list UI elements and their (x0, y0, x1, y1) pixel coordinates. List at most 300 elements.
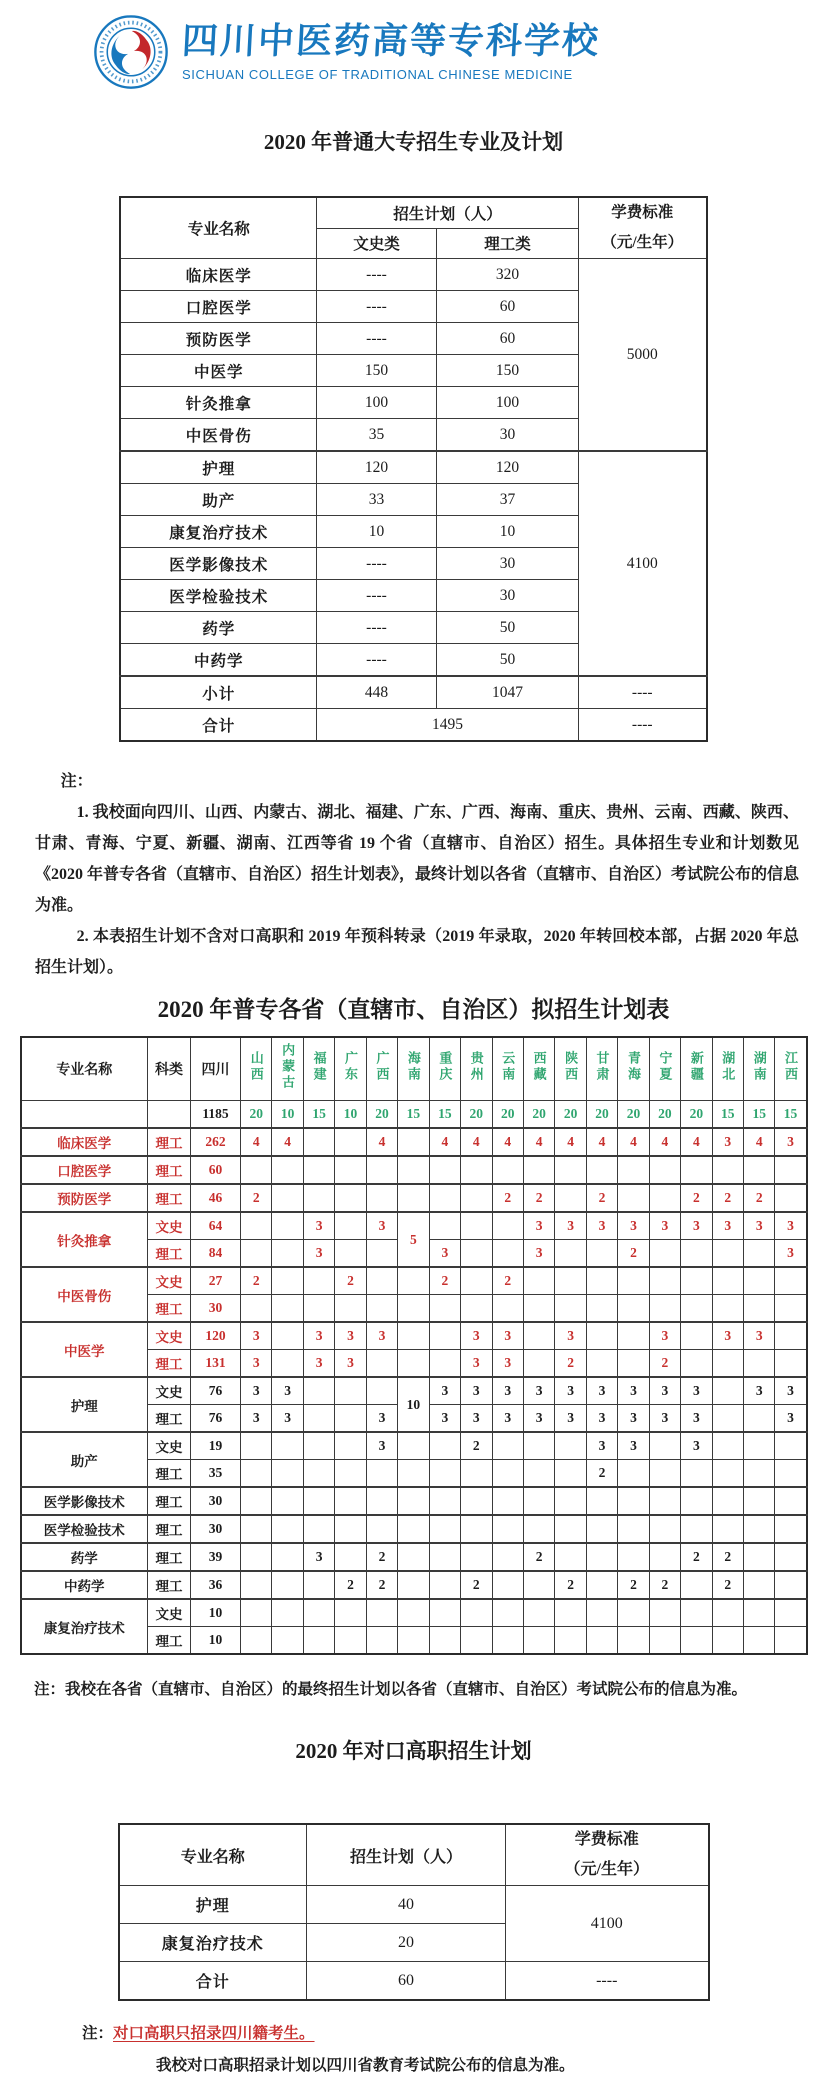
plan-cell (461, 1460, 492, 1488)
total-combined: 1495 (316, 709, 578, 742)
province-header-row (21, 1037, 807, 1101)
province-total-cell: 15 (744, 1101, 775, 1129)
wenshi-cell: ---- (316, 612, 436, 644)
plan-cell: 2 (241, 1267, 272, 1295)
plan-cell: 2 (712, 1184, 743, 1212)
plan-cell: 4 (241, 1128, 272, 1156)
plan-cell (523, 1322, 554, 1350)
plan-cell (555, 1627, 586, 1655)
kelei-cell: 理工 (148, 1350, 191, 1378)
plan-cell (523, 1432, 554, 1460)
plan-cell (649, 1487, 680, 1515)
ligong-cell: 37 (436, 484, 578, 516)
plan-cell: 2 (586, 1184, 617, 1212)
plan-cell (335, 1460, 366, 1488)
plan-cell (366, 1240, 397, 1268)
province-total-cell: 20 (681, 1101, 712, 1129)
plan-cell (775, 1322, 807, 1350)
plan-cell (712, 1377, 743, 1405)
plan-cell (461, 1627, 492, 1655)
plan-cell: 4 (272, 1128, 303, 1156)
plan-cell: 2 (555, 1571, 586, 1599)
sichuan-cell: 76 (191, 1405, 241, 1433)
plan-cell (555, 1240, 586, 1268)
tuition-header: 学费标准 （元/生年） (506, 1824, 709, 1886)
province-header: 贵州 (461, 1037, 492, 1101)
major-cell: 康复治疗技术 (21, 1599, 148, 1654)
plan-cell (586, 1599, 617, 1627)
plan-cell (272, 1156, 303, 1184)
ligong-cell: 30 (436, 419, 578, 452)
plan-cell (303, 1571, 334, 1599)
plan-cell: 4 (586, 1128, 617, 1156)
plan-cell (744, 1432, 775, 1460)
plan-cell (335, 1599, 366, 1627)
plan-cell (712, 1515, 743, 1543)
plan-cell (398, 1432, 429, 1460)
ligong-header: 理工类 (436, 228, 578, 259)
plan-cell: 3 (366, 1212, 397, 1240)
plan-cell (681, 1627, 712, 1655)
wenshi-cell: ---- (316, 580, 436, 612)
plan-cell (461, 1295, 492, 1323)
plan-cell (744, 1350, 775, 1378)
table-row (119, 1886, 709, 1924)
table-row (21, 1377, 807, 1405)
plan-cell (398, 1295, 429, 1323)
major-cell: 医学影像技术 (120, 548, 316, 580)
major-cell: 药学 (21, 1543, 148, 1571)
wenshi-cell: 33 (316, 484, 436, 516)
vocational-red-note: 对口高职只招录四川籍考生。 (113, 2025, 315, 2042)
plan-cell: 3 (492, 1350, 523, 1378)
plan-cell (523, 1295, 554, 1323)
sichuan-cell: 10 (191, 1599, 241, 1627)
vocational-plan-table (118, 1823, 710, 2001)
note-item-1: 1. 我校面向四川、山西、内蒙古、湖北、福建、广东、广西、海南、重庆、贵州、云南、西藏、陕西、甘肃、青海、宁夏、新疆、湖南、江西等省 19 个省（直辖市、自治区）招生。具体招生专业和计划数见《2020 年普专各省（直辖市、自治区）招生计划表》，最终计划以各省（直辖市、自治区）考试院公布的信息为准。 (35, 804, 800, 914)
header-row (119, 1824, 709, 1886)
plan-cell (681, 1487, 712, 1515)
wenshi-cell: ---- (316, 291, 436, 323)
sichuan-cell: 30 (191, 1295, 241, 1323)
plan-cell: 2 (712, 1543, 743, 1571)
plan-cell (523, 1350, 554, 1378)
plan-cell (335, 1432, 366, 1460)
plan-cell (618, 1460, 649, 1488)
plan-cell: 3 (461, 1322, 492, 1350)
plan-cell (744, 1487, 775, 1515)
ligong-cell: 50 (436, 644, 578, 677)
province-total-cell: 20 (649, 1101, 680, 1129)
plan-cell (649, 1515, 680, 1543)
major-cell: 针灸推拿 (120, 387, 316, 419)
plan-cell (303, 1460, 334, 1488)
plan-cell (335, 1405, 366, 1433)
plan-cell (555, 1515, 586, 1543)
plan-cell: 3 (241, 1322, 272, 1350)
major-cell: 助产 (120, 484, 316, 516)
plan-cell: 2 (241, 1184, 272, 1212)
plan-cell: 3 (492, 1405, 523, 1433)
plan-cell (618, 1627, 649, 1655)
table-row (21, 1543, 807, 1571)
province-header: 宁夏 (649, 1037, 680, 1101)
plan-cell (775, 1295, 807, 1323)
wenshi-cell: ---- (316, 323, 436, 355)
plan-cell (712, 1350, 743, 1378)
plan-cell (303, 1128, 334, 1156)
sichuan-cell: 19 (191, 1432, 241, 1460)
merged-plan-cell: 5 (398, 1212, 429, 1267)
province-plan-table (20, 1036, 808, 1655)
plan-cell: 3 (775, 1212, 807, 1240)
plan-cell (492, 1599, 523, 1627)
major-cell: 护理 (119, 1886, 307, 1924)
plan-cell (366, 1184, 397, 1212)
plan-cell: 3 (681, 1212, 712, 1240)
plan-cell: 4 (618, 1128, 649, 1156)
plan-cell: 3 (649, 1322, 680, 1350)
plan-cell (366, 1460, 397, 1488)
plan-cell (775, 1487, 807, 1515)
province-total-cell: 20 (492, 1101, 523, 1129)
province-total-cell: 15 (712, 1101, 743, 1129)
plan-cell: 2 (335, 1571, 366, 1599)
plan-cell (744, 1156, 775, 1184)
plan-cell: 3 (241, 1405, 272, 1433)
plan-cell (649, 1267, 680, 1295)
plan-cell: 3 (272, 1405, 303, 1433)
table-row (21, 1571, 807, 1599)
sichuan-total-cell: 1185 (191, 1101, 241, 1129)
province-header: 云南 (492, 1037, 523, 1101)
plan-cell: 4 (366, 1128, 397, 1156)
plan-cell: 3 (492, 1322, 523, 1350)
college-name: 四川中医药高等专科学校 (180, 21, 602, 62)
plan-cell: 3 (618, 1377, 649, 1405)
plan-cell (618, 1487, 649, 1515)
plan-cell (555, 1460, 586, 1488)
province-header: 湖北 (712, 1037, 743, 1101)
plan-cell (712, 1295, 743, 1323)
plan-cell: 3 (586, 1212, 617, 1240)
plan-cell: 3 (303, 1350, 334, 1378)
wenshi-cell: ---- (316, 259, 436, 291)
ligong-cell: 30 (436, 580, 578, 612)
plan-cell: 3 (335, 1322, 366, 1350)
plan-cell: 3 (712, 1322, 743, 1350)
plan-cell (429, 1184, 460, 1212)
plan-cell (744, 1543, 775, 1571)
subtotal-wenshi: 448 (316, 676, 436, 709)
plan-cell (649, 1295, 680, 1323)
plan-cell (775, 1543, 807, 1571)
plan-cell (681, 1267, 712, 1295)
general-plan-table (119, 196, 707, 742)
plan-cell (303, 1599, 334, 1627)
kelei-cell: 理工 (148, 1128, 191, 1156)
major-cell: 临床医学 (120, 259, 316, 291)
sichuan-cell: 120 (191, 1322, 241, 1350)
plan-cell (272, 1184, 303, 1212)
sichuan-cell: 30 (191, 1515, 241, 1543)
major-cell: 中药学 (120, 644, 316, 677)
plan-cell (523, 1515, 554, 1543)
plan-cell (272, 1267, 303, 1295)
plan-cell: 2 (618, 1240, 649, 1268)
province-total-cell: 20 (555, 1101, 586, 1129)
plan-cell (618, 1322, 649, 1350)
plan-cell (712, 1487, 743, 1515)
plan-cell (586, 1627, 617, 1655)
plan-cell (241, 1240, 272, 1268)
plan-cell (272, 1240, 303, 1268)
plan-cell (366, 1627, 397, 1655)
wenshi-cell: 150 (316, 355, 436, 387)
college-seal-logo (93, 14, 169, 90)
plan-cell: 2 (492, 1184, 523, 1212)
subtotal-ligong: 1047 (436, 676, 578, 709)
plan-cell: 3 (523, 1240, 554, 1268)
kelei-cell: 文史 (148, 1377, 191, 1405)
plan-cell (775, 1627, 807, 1655)
plan-cell (586, 1295, 617, 1323)
province-header: 山西 (241, 1037, 272, 1101)
plan-cell (461, 1515, 492, 1543)
plan-cell: 3 (429, 1377, 460, 1405)
plan-cell (461, 1599, 492, 1627)
kelei-cell: 理工 (148, 1627, 191, 1655)
plan-cell (618, 1156, 649, 1184)
subtotal-tuition: ---- (579, 676, 707, 709)
province-total-cell: 15 (398, 1101, 429, 1129)
plan-cell: 3 (649, 1405, 680, 1433)
plan-cell (744, 1627, 775, 1655)
plan-cell: 3 (461, 1377, 492, 1405)
plan-cell (712, 1240, 743, 1268)
ligong-cell: 30 (436, 548, 578, 580)
plan-cell: 3 (555, 1405, 586, 1433)
kelei-header: 科类 (148, 1037, 191, 1101)
plan-cell: 2 (681, 1543, 712, 1571)
major-cell: 预防医学 (120, 323, 316, 355)
plan-cell: 3 (681, 1377, 712, 1405)
kelei-cell: 文史 (148, 1432, 191, 1460)
plan-cell (586, 1515, 617, 1543)
major-header: 专业名称 (120, 197, 316, 259)
plan-cell (586, 1267, 617, 1295)
plan-cell (303, 1377, 334, 1405)
plan-cell (272, 1515, 303, 1543)
plan-cell (492, 1627, 523, 1655)
plan-cell: 3 (618, 1212, 649, 1240)
plan-cell: 3 (586, 1405, 617, 1433)
plan-cell: 3 (775, 1240, 807, 1268)
plan-cell: 3 (303, 1322, 334, 1350)
plan-cell (335, 1240, 366, 1268)
ligong-cell: 120 (436, 451, 578, 484)
plan-cell (429, 1156, 460, 1184)
wenshi-cell: ---- (316, 644, 436, 677)
notes-label: 注： (82, 2025, 114, 2042)
plan-cell (744, 1267, 775, 1295)
plan-cell (366, 1267, 397, 1295)
plan-cell (586, 1156, 617, 1184)
table-row (21, 1322, 807, 1350)
province-header: 内蒙古 (272, 1037, 303, 1101)
plan-cell (272, 1571, 303, 1599)
plan-cell (241, 1432, 272, 1460)
kelei-cell: 理工 (148, 1184, 191, 1212)
plan-cell (618, 1295, 649, 1323)
plan-cell (461, 1543, 492, 1571)
plan-cell (429, 1487, 460, 1515)
plan-cell: 3 (461, 1350, 492, 1378)
plan-cell (241, 1515, 272, 1543)
plan-cell (492, 1432, 523, 1460)
ligong-cell: 60 (436, 323, 578, 355)
province-header: 江西 (775, 1037, 807, 1101)
kelei-cell: 文史 (148, 1599, 191, 1627)
plan-cell (775, 1184, 807, 1212)
tuition-cell: 5000 (579, 259, 707, 452)
major-cell: 中医骨伤 (120, 419, 316, 452)
sichuan-cell: 131 (191, 1350, 241, 1378)
plan-cell: 2 (586, 1460, 617, 1488)
province-header: 广西 (366, 1037, 397, 1101)
plan-cell (335, 1212, 366, 1240)
plan-cell: 3 (241, 1350, 272, 1378)
major-header: 专业名称 (119, 1824, 307, 1886)
college-name-block (182, 22, 600, 82)
plan-cell: 3 (618, 1432, 649, 1460)
plan-cell (681, 1515, 712, 1543)
major-cell: 预防医学 (21, 1184, 148, 1212)
plan-cell (398, 1487, 429, 1515)
plan-cell: 3 (555, 1212, 586, 1240)
plan-cell (429, 1432, 460, 1460)
plan-cell (712, 1267, 743, 1295)
province-total-cell: 15 (429, 1101, 460, 1129)
plan-cell: 3 (523, 1212, 554, 1240)
plan-cell: 3 (241, 1377, 272, 1405)
plan-cell (744, 1240, 775, 1268)
plan-cell (303, 1405, 334, 1433)
plan-cell (649, 1156, 680, 1184)
plan-cell: 3 (461, 1405, 492, 1433)
province-header: 青海 (618, 1037, 649, 1101)
province-header: 湖南 (744, 1037, 775, 1101)
plan-cell (681, 1322, 712, 1350)
kelei-cell: 理工 (148, 1515, 191, 1543)
plan-cell (398, 1599, 429, 1627)
plan-cell (398, 1267, 429, 1295)
sichuan-cell: 35 (191, 1460, 241, 1488)
plan-cell: 3 (272, 1377, 303, 1405)
plan-cell (429, 1627, 460, 1655)
province-total-cell: 10 (272, 1101, 303, 1129)
general-plan-title: 2020 年普通大专招生专业及计划 (263, 130, 564, 154)
plan-cell (429, 1460, 460, 1488)
plan-cell: 4 (555, 1128, 586, 1156)
plan-cell (649, 1599, 680, 1627)
plan-cell (586, 1543, 617, 1571)
province-header: 甘肃 (586, 1037, 617, 1101)
plan-cell (366, 1377, 397, 1405)
plan-cell (272, 1432, 303, 1460)
table-row (21, 1599, 807, 1627)
table-row (21, 1156, 807, 1184)
plan-cell (775, 1350, 807, 1378)
province-plan-title: 2020 年普专各省（直辖市、自治区）拟招生计划表 (157, 997, 670, 1022)
plan-cell: 3 (744, 1322, 775, 1350)
ligong-cell: 60 (436, 291, 578, 323)
kelei-cell: 理工 (148, 1295, 191, 1323)
plan-cell (618, 1515, 649, 1543)
ligong-cell: 150 (436, 355, 578, 387)
plan-cell: 3 (303, 1543, 334, 1571)
plan-cell (366, 1295, 397, 1323)
plan-cell (618, 1350, 649, 1378)
plan-cell (335, 1627, 366, 1655)
sichuan-cell: 10 (191, 1627, 241, 1655)
major-cell: 医学检验技术 (120, 580, 316, 612)
plan-cell (398, 1515, 429, 1543)
subtotal-label: 小计 (120, 676, 316, 709)
kelei-cell: 理工 (148, 1487, 191, 1515)
sichuan-cell: 36 (191, 1571, 241, 1599)
plan-cell (555, 1543, 586, 1571)
major-cell: 护理 (21, 1377, 148, 1432)
plan-cell: 3 (618, 1405, 649, 1433)
plan-cell: 3 (744, 1212, 775, 1240)
wenshi-cell: 35 (316, 419, 436, 452)
plan-cell (744, 1405, 775, 1433)
tuition-cell: 4100 (579, 451, 707, 676)
plan-cell (366, 1156, 397, 1184)
plan-cell (461, 1240, 492, 1268)
totals-row (21, 1101, 807, 1129)
province-total-cell: 10 (335, 1101, 366, 1129)
plan-cell (241, 1212, 272, 1240)
plan-cell (492, 1571, 523, 1599)
plan-cell (712, 1460, 743, 1488)
province-header: 陕西 (555, 1037, 586, 1101)
plan-cell (523, 1627, 554, 1655)
major-cell: 中医骨伤 (21, 1267, 148, 1322)
plan-cell (523, 1571, 554, 1599)
table-row (21, 1515, 807, 1543)
plan-cell (241, 1627, 272, 1655)
plan-cell: 3 (586, 1432, 617, 1460)
sichuan-cell: 27 (191, 1267, 241, 1295)
plan-cell (398, 1322, 429, 1350)
major-cell: 口腔医学 (21, 1156, 148, 1184)
plan-cell (398, 1350, 429, 1378)
kelei-cell: 文史 (148, 1267, 191, 1295)
kelei-cell: 理工 (148, 1543, 191, 1571)
plan-cell (649, 1627, 680, 1655)
province-plan-note: 注：我校在各省（直辖市、自治区）的最终招生计划以各省（直辖市、自治区）考试院公布的信息为准。 (34, 1681, 748, 1698)
plan-cell: 3 (712, 1212, 743, 1240)
plan-cell (681, 1240, 712, 1268)
plan-cell (586, 1350, 617, 1378)
table-row (120, 451, 706, 484)
plan-cell: 4 (681, 1128, 712, 1156)
plan-cell (272, 1543, 303, 1571)
major-cell: 医学检验技术 (21, 1515, 148, 1543)
tuition-cell: 4100 (506, 1886, 709, 1962)
